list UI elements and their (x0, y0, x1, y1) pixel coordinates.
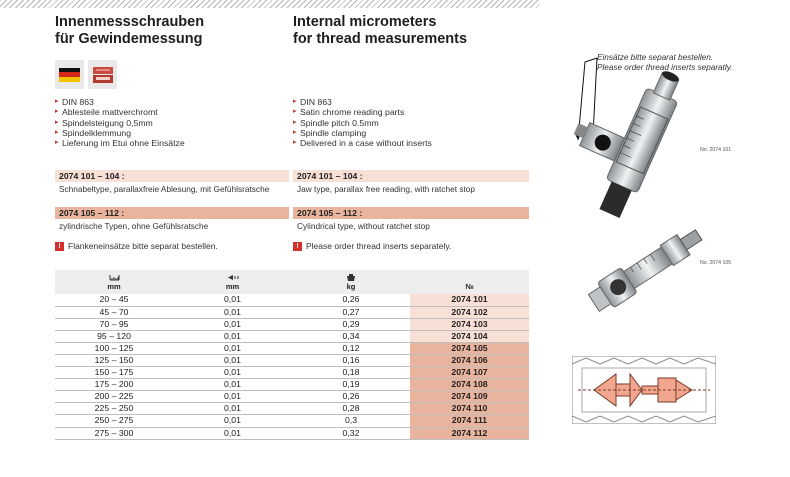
cell-resolution: 0,01 (173, 354, 292, 366)
weight-icon (347, 274, 355, 281)
badges (55, 60, 117, 89)
cell-resolution: 0,01 (173, 330, 292, 342)
cell-code: 2074 104 (410, 330, 529, 342)
cell-code: 2074 102 (410, 306, 529, 318)
cell-weight: 0,34 (292, 330, 410, 342)
cell-code: 2074 105 (410, 342, 529, 354)
measuring-range-icon (109, 274, 120, 281)
cell-weight: 0,3 (292, 415, 410, 427)
annotation-de: Einsätze bitte separat bestellen. (597, 53, 714, 62)
cell-code: 2074 107 (410, 367, 529, 379)
made-in-germany-flag-icon (55, 60, 84, 89)
table-row (55, 403, 529, 415)
note-de-text: Flankeneinsätze bitte separat bestellen. (68, 241, 218, 251)
cell-resolution: 0,01 (173, 379, 292, 391)
note-en (293, 241, 451, 252)
warning-icon: ! (55, 242, 64, 251)
spec-table (55, 270, 529, 440)
cell-range: 125 – 150 (55, 354, 173, 366)
cell-resolution: 0,01 (173, 367, 292, 379)
table-row (55, 379, 529, 391)
variant-1-range-en: 2074 101 – 104 : (293, 170, 529, 182)
col-weight-unit: kg (346, 282, 356, 291)
table-row (55, 318, 529, 330)
title-en (293, 14, 529, 48)
cell-weight: 0,19 (292, 379, 410, 391)
feature-item: ▸ Satin chrome reading parts (293, 107, 529, 117)
cell-code: 2074 109 (410, 391, 529, 403)
cell-range: 70 – 95 (55, 318, 173, 330)
table-row (55, 427, 529, 439)
title-de (55, 14, 291, 48)
feature-item: ▸ Spindle pitch 0.5mm (293, 118, 529, 128)
variant-2-desc-en: Cylindrical type, without ratchet stop (297, 221, 430, 231)
cell-weight: 0,26 (292, 294, 410, 306)
feature-item: ▸ Ablesteile mattverchromt (55, 107, 291, 117)
title-en-line-1: Internal micrometers (293, 14, 437, 30)
col-weight (292, 270, 410, 294)
cell-resolution: 0,01 (173, 403, 292, 415)
cell-range: 225 – 250 (55, 403, 173, 415)
feature-item: ▸ Spindle clamping (293, 128, 529, 138)
warning-icon: ! (293, 242, 302, 251)
variant-1-desc-de: Schnabeltype, parallaxfreie Ablesung, mit Gefühlsratsche (59, 184, 270, 194)
col-resolution-unit: mm (225, 282, 240, 291)
variant-2-range-en: 2074 105 – 112 : (293, 207, 529, 219)
feature-item: ▸ Lieferung im Etui ohne Einsätze (55, 138, 291, 148)
feature-item: ▸ DIN 863 (293, 97, 529, 107)
note-en-text: Please order thread inserts separately. (306, 241, 452, 251)
cell-resolution: 0,01 (173, 318, 292, 330)
cell-resolution: 0,01 (173, 342, 292, 354)
col-range (55, 270, 173, 294)
feature-item: ▸ Spindelklemmung (55, 128, 291, 138)
cell-weight: 0,29 (292, 318, 410, 330)
cell-range: 95 – 120 (55, 330, 173, 342)
table-row (55, 391, 529, 403)
caption-2074-101: No. 2074 101 (700, 147, 732, 153)
col-code (410, 270, 529, 294)
cell-code: 2074 103 (410, 318, 529, 330)
cell-code: 2074 108 (410, 379, 529, 391)
cylindrical-micrometer-image (580, 205, 720, 335)
note-de (55, 241, 218, 252)
feature-list-de (55, 97, 291, 148)
cell-range: 200 – 225 (55, 391, 173, 403)
cell-weight: 0,16 (292, 354, 410, 366)
caption-2074-105: No. 2074 105 (700, 260, 732, 266)
cell-range: 45 – 70 (55, 306, 173, 318)
variant-1-range-de: 2074 101 – 104 : (55, 170, 289, 182)
cell-range: 150 – 175 (55, 367, 173, 379)
table-row (55, 342, 529, 354)
feature-item: ▸ Spindelsteigung 0,5mm (55, 118, 291, 128)
table-row (55, 354, 529, 366)
variant-2-desc-de: zylindrische Typen, ohne Gefühlsratsche (59, 221, 209, 231)
title-de-line-1: Innenmessschrauben (55, 14, 205, 30)
cell-resolution: 0,01 (173, 427, 292, 439)
cell-range: 175 – 200 (55, 379, 173, 391)
title-de-line-2: für Gewindemessung (55, 31, 203, 47)
table-row (55, 330, 529, 342)
cell-resolution: 0,01 (173, 415, 292, 427)
variant-1-desc-en: Jaw type, parallax free reading, with ratchet stop (297, 184, 476, 194)
col-resolution (173, 270, 292, 294)
cell-weight: 0,28 (292, 403, 410, 415)
feature-item: ▸ DIN 863 (55, 97, 291, 107)
table-header-row (55, 270, 529, 294)
cell-code: 2074 111 (410, 415, 529, 427)
variant-2-range-de: 2074 105 – 112 : (55, 207, 289, 219)
table-row (55, 367, 529, 379)
resolution-icon (227, 274, 239, 281)
table-row (55, 294, 529, 306)
table-row (55, 415, 529, 427)
table-row (55, 306, 529, 318)
cell-resolution: 0,01 (173, 391, 292, 403)
thread-insert-diagram (572, 356, 716, 424)
cell-weight: 0,26 (292, 391, 410, 403)
cell-range: 20 – 45 (55, 294, 173, 306)
title-en-line-2: for thread measurements (293, 31, 468, 47)
cell-resolution: 0,01 (173, 294, 292, 306)
header-hatch (0, 0, 540, 8)
cell-range: 275 – 300 (55, 427, 173, 439)
col-code-label: № (465, 282, 474, 291)
annotation-en: Please order thread inserts separatly. (597, 63, 733, 72)
cell-range: 250 – 275 (55, 415, 173, 427)
feature-item: ▸ Delivered in a case without inserts (293, 138, 529, 148)
col-range-unit: mm (107, 282, 121, 291)
cell-code: 2074 112 (410, 427, 529, 439)
cell-weight: 0,32 (292, 427, 410, 439)
cell-range: 100 – 125 (55, 342, 173, 354)
cell-resolution: 0,01 (173, 306, 292, 318)
cell-weight: 0,18 (292, 367, 410, 379)
cell-code: 2074 101 (410, 294, 529, 306)
cell-weight: 0,12 (292, 342, 410, 354)
cell-weight: 0,27 (292, 306, 410, 318)
case-icon (88, 60, 117, 89)
feature-list-en (293, 97, 529, 148)
cell-code: 2074 110 (410, 403, 529, 415)
cell-code: 2074 106 (410, 354, 529, 366)
